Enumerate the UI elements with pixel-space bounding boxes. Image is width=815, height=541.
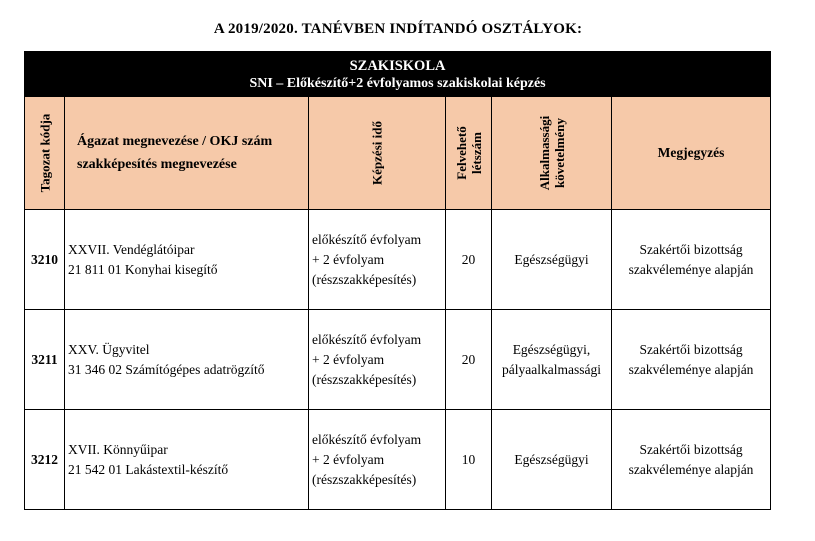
letszam-cell: 20: [446, 210, 492, 310]
letszam-cell: 10: [446, 410, 492, 510]
agazat-cell: XXVII. Vendéglátóipar 21 811 01 Konyhai kisegítő: [65, 210, 309, 310]
alkalmassagi-cell: Egészségügyi: [492, 410, 612, 510]
kepzesi-ido-cell: előkészítő évfolyam + 2 évfolyam (részszakképesítés): [309, 310, 446, 410]
megjegyzes-cell: Szakértői bizottság szakvéleménye alapján: [612, 210, 771, 310]
header-megjegyzes: Megjegyzés: [612, 97, 771, 210]
agazat-cell: XXV. Ügyvitel 31 346 02 Számítógépes adatrögzítő: [65, 310, 309, 410]
tagozat-code: 3211: [25, 310, 65, 410]
section-banner: [25, 52, 771, 97]
header-alkalmassagi-kovetelmeny: Alkalmassági követelmény: [492, 97, 612, 210]
tagozat-code: 3212: [25, 410, 65, 510]
banner-subtitle: SNI – Előkészítő+2 évfolyamos szakiskolai képzés: [249, 76, 546, 91]
megjegyzes-cell: Szakértői bizottság szakvéleménye alapján: [612, 310, 771, 410]
tagozat-code: 3210: [25, 210, 65, 310]
kepzesi-ido-cell: előkészítő évfolyam + 2 évfolyam (részszakképesítés): [309, 210, 446, 310]
header-row: [25, 97, 771, 210]
page-title: A 2019/2020. TANÉVBEN INDÍTANDÓ OSZTÁLYOK:: [213, 21, 583, 37]
banner-title: SZAKISKOLA: [349, 58, 446, 74]
alkalmassagi-cell: Egészségügyi, pályaalkalmassági: [492, 310, 612, 410]
megjegyzes-cell: Szakértői bizottság szakvéleménye alapján: [612, 410, 771, 510]
header-tagozat-kodja: Tagozat kódja: [25, 97, 65, 210]
header-kepzesi-ido: Képzési idő: [309, 97, 446, 210]
table-row: [25, 210, 771, 310]
table-row: [25, 410, 771, 510]
table-row: [25, 310, 771, 410]
header-agazat: Ágazat megnevezése / OKJ szám szakképesítés megnevezése: [65, 97, 309, 210]
letszam-cell: 20: [446, 310, 492, 410]
classes-table: [24, 51, 771, 510]
header-felveheto-letszam: Felvehető létszám: [446, 97, 492, 210]
kepzesi-ido-cell: előkészítő évfolyam + 2 évfolyam (részszakképesítés): [309, 410, 446, 510]
alkalmassagi-cell: Egészségügyi: [492, 210, 612, 310]
agazat-cell: XVII. Könnyűipar 21 542 01 Lakástextil-készítő: [65, 410, 309, 510]
